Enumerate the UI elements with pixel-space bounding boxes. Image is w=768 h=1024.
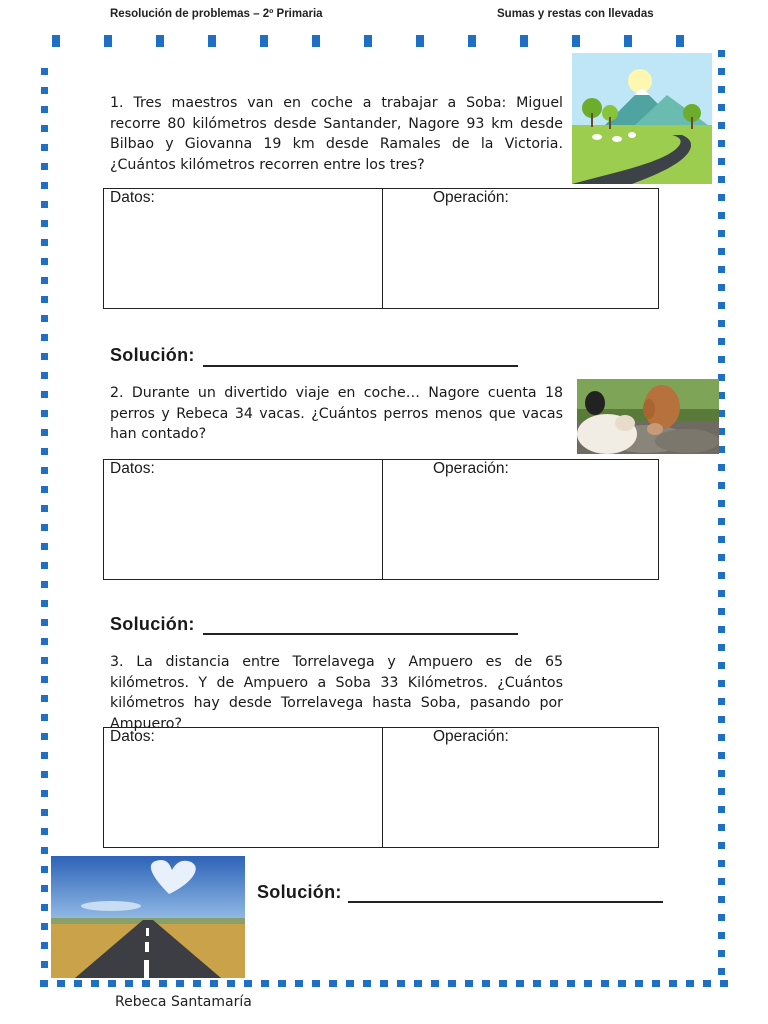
border-dash [41,334,48,341]
border-dash [41,486,48,493]
border-dash [468,35,476,47]
border-dash [718,518,725,525]
solucion-label: Solución: [110,345,195,365]
solucion-label: Solución: [110,614,195,634]
border-dash [718,626,725,633]
border-dash [676,35,684,47]
border-dash [312,35,320,47]
border-dash [718,662,725,669]
border-dash [52,35,60,47]
border-dash [91,980,99,987]
border-dash [41,676,48,683]
border-dash [41,942,48,949]
datos-label: Datos: [110,189,155,206]
border-dash [624,35,632,47]
border-dash [159,980,167,987]
border-dash [718,158,725,165]
border-dash [718,734,725,741]
border-dash [41,714,48,721]
border-dash [41,467,48,474]
border-dash [210,980,218,987]
border-dash [363,980,371,987]
border-dash [41,372,48,379]
border-dash [718,860,725,867]
border-dash [260,35,268,47]
border-dash [686,980,694,987]
border-dash [718,266,725,273]
border-dash [703,980,711,987]
border-dash [718,194,725,201]
border-dash [278,980,286,987]
border-dash [41,619,48,626]
border-dash [718,248,725,255]
border-dash [312,980,320,987]
border-dash [499,980,507,987]
border-dash [41,353,48,360]
border-dash [41,885,48,892]
border-dash [41,391,48,398]
border-dash [718,950,725,957]
border-dash [718,428,725,435]
border-dash [41,809,48,816]
mountain-road-image [572,53,712,184]
border-dash [41,524,48,531]
border-dash [482,980,490,987]
border-dash [41,505,48,512]
border-dash [244,980,252,987]
border-dash [718,554,725,561]
border-dash [41,543,48,550]
border-dash [718,464,725,471]
border-dash [718,50,725,57]
border-dash [669,980,677,987]
border-dash [41,581,48,588]
border-dash [41,410,48,417]
solution-2-line[interactable] [203,633,518,635]
border-dash [41,657,48,664]
problem-3-answer-box[interactable] [103,727,659,848]
border-dash [41,923,48,930]
border-dash [41,752,48,759]
border-dash [156,35,164,47]
border-dash [533,980,541,987]
border-dash [41,315,48,322]
border-dash [416,35,424,47]
border-dash [718,356,725,363]
border-dash [108,980,116,987]
border-dash [718,770,725,777]
border-dash [431,980,439,987]
border-dash [41,163,48,170]
border-dash [380,980,388,987]
border-dash [718,788,725,795]
border-dash [57,980,65,987]
border-dash [41,239,48,246]
problem-1-text: 1. Tres maestros van en coche a trabajar a Soba: Miguel recorre 80 kilómetros desde Santander, Nagore 93 km desde Bilbao y Giovanna 19 km desde Ramales de la Victoria. ¿Cuántos kilómetros recorren entre los tres? [110,95,563,173]
border-dash [718,968,725,975]
border-dash [516,980,524,987]
border-dash [718,122,725,129]
border-dash [397,980,405,987]
border-dash [41,182,48,189]
border-dash [718,212,725,219]
border-dash [635,980,643,987]
solution-3-line[interactable] [348,901,663,903]
border-dash [718,590,725,597]
border-dash [40,980,48,987]
border-dash [208,35,216,47]
border-dash [718,176,725,183]
border-dash [718,410,725,417]
answer-box-divider [382,189,383,308]
border-dash [41,961,48,968]
border-dash [718,842,725,849]
border-dash [227,980,235,987]
border-dash [41,638,48,645]
border-dash [41,220,48,227]
author-name: Rebeca Santamaría [115,994,252,1010]
border-dash [448,980,456,987]
border-dash [41,562,48,569]
border-dash [718,680,725,687]
border-dash [550,980,558,987]
border-dash [41,733,48,740]
problem-2-answer-box[interactable] [103,459,659,580]
border-dash [41,695,48,702]
border-dash [718,716,725,723]
border-dash [718,104,725,111]
operacion-label: Operación: [433,728,509,745]
border-dash [652,980,660,987]
border-dash [718,878,725,885]
datos-label: Datos: [110,460,155,477]
border-dash [718,644,725,651]
border-dash [41,296,48,303]
border-dash [329,980,337,987]
border-dash [567,980,575,987]
border-dash [718,446,725,453]
border-dash [718,698,725,705]
border-dash [718,230,725,237]
border-dash [41,828,48,835]
operacion-label: Operación: [433,460,509,477]
border-dash [618,980,626,987]
border-dash [125,980,133,987]
border-dash [718,914,725,921]
border-dash [41,106,48,113]
border-dash [572,35,580,47]
solucion-label: Solución: [257,882,342,902]
answer-box-divider [382,460,383,579]
border-dash [718,338,725,345]
border-dash [41,68,48,75]
problem-1-answer-box[interactable] [103,188,659,309]
border-dash [261,980,269,987]
border-dash [41,258,48,265]
border-dash [584,980,592,987]
solution-1-line[interactable] [203,365,518,367]
border-dash [718,608,725,615]
border-dash [193,980,201,987]
border-dash [41,201,48,208]
border-dash [41,771,48,778]
border-dash [718,824,725,831]
border-dash [718,284,725,291]
border-dash [41,87,48,94]
border-dash [720,980,728,987]
answer-box-divider [382,728,383,847]
border-dash [465,980,473,987]
worksheet-topic: Sumas y restas con llevadas [497,8,654,20]
border-dash [718,302,725,309]
border-dash [41,866,48,873]
border-dash [364,35,372,47]
border-dash [718,500,725,507]
worksheet-subject: Resolución de problemas – 2º Primaria [110,8,323,20]
border-dash [718,482,725,489]
problem-2-text: 2. Durante un divertido viaje en coche… Nagore cuenta 18 perros y Rebeca 34 vacas. ¿Cuántos perros menos que vacas han contado? [110,385,563,442]
border-dash [41,277,48,284]
border-dash [41,904,48,911]
border-dash [142,980,150,987]
border-dash [718,752,725,759]
border-dash [41,448,48,455]
border-dash [601,980,609,987]
border-dash [718,374,725,381]
border-dash [718,536,725,543]
border-dash [41,600,48,607]
border-dash [41,429,48,436]
border-dash [718,392,725,399]
border-dash [718,896,725,903]
border-dash [718,932,725,939]
border-dash [718,320,725,327]
border-dash [346,980,354,987]
border-dash [718,68,725,75]
border-dash [520,35,528,47]
border-dash [718,140,725,147]
problem-3-text: 3. La distancia entre Torrelavega y Ampuero es de 65 kilómetros. Y de Ampuero a Soba 33 Kilómetros. ¿Cuántos kilómetros hay desde Torrelavega hasta Soba, pasando por Ampuero? [110,654,563,732]
border-dash [176,980,184,987]
border-dash [41,847,48,854]
highway-heart-cloud-image [51,856,245,978]
cows-image [577,379,719,454]
border-dash [104,35,112,47]
border-dash [718,806,725,813]
border-dash [718,572,725,579]
border-dash [41,144,48,151]
border-dash [414,980,422,987]
operacion-label: Operación: [433,189,509,206]
border-dash [41,125,48,132]
border-dash [74,980,82,987]
border-dash [718,86,725,93]
datos-label: Datos: [110,728,155,745]
border-dash [41,790,48,797]
border-dash [295,980,303,987]
